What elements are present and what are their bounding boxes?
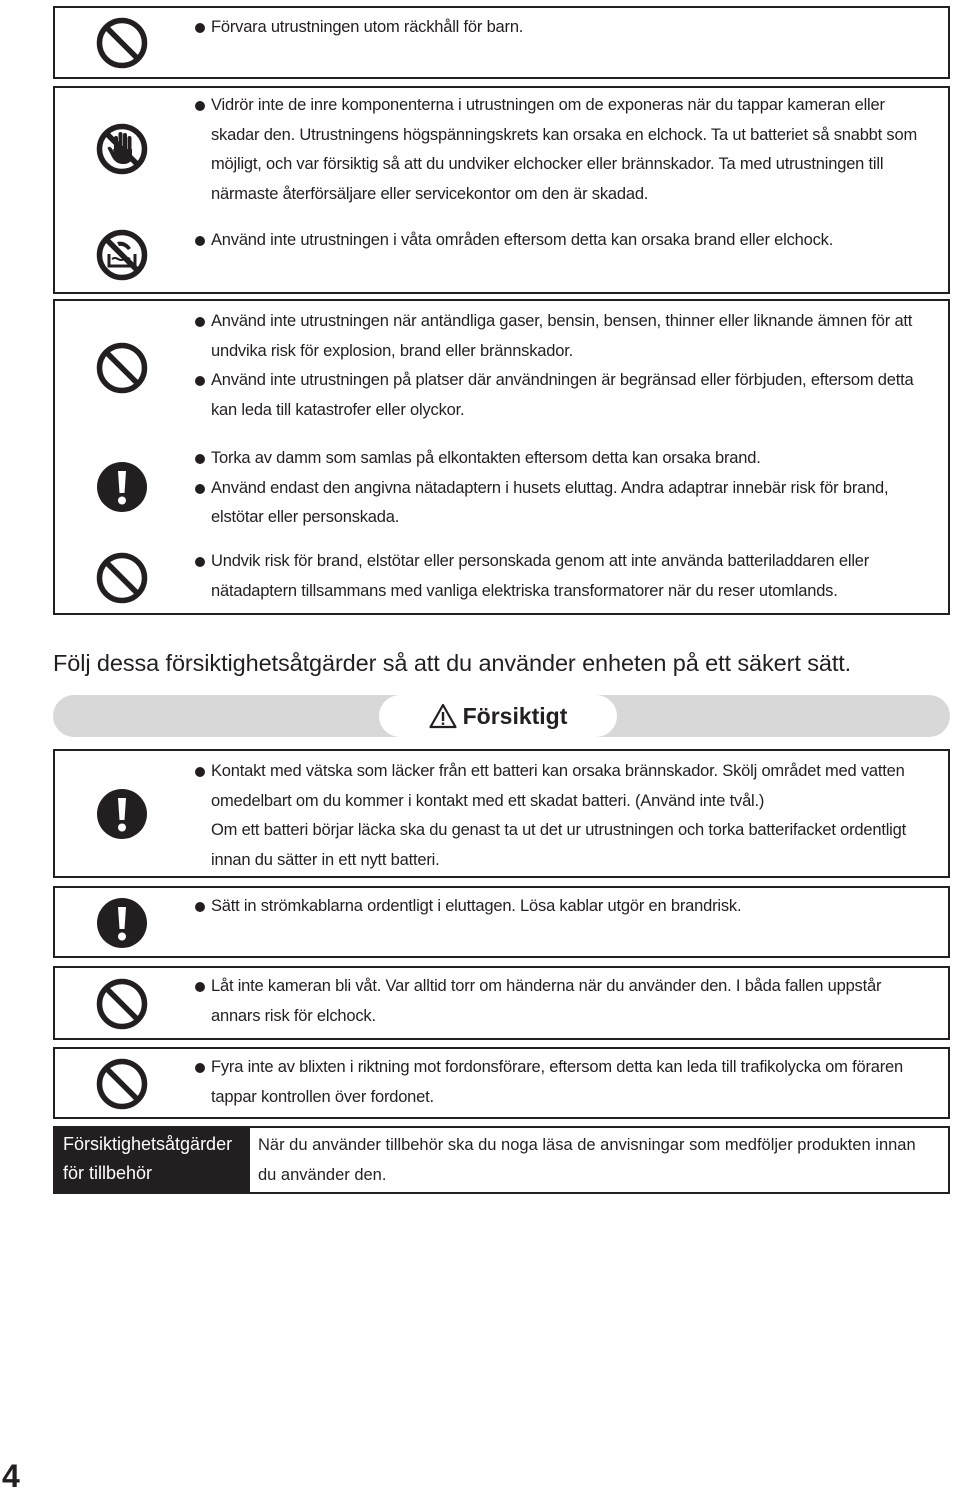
mandatory-icon [95, 460, 149, 514]
list-item: Kontakt med vätska som läcker från ett batteri kan orsaka brännskador. Skölj området med vatten omedelbart om du kommer i kontakt med ett skadat batteri. (Använd inte tvål.) [195, 757, 934, 816]
list-item: Låt inte kameran bli våt. Var alltid torr om händerna när du använder den. I båda fallen uppstår annars risk för elchock. [195, 972, 934, 1031]
caution-triangle-icon [429, 703, 457, 729]
caution-banner [53, 695, 950, 737]
warning-box [53, 6, 950, 79]
caution-box [53, 749, 950, 878]
warning-row [55, 88, 948, 218]
warning-row [55, 301, 948, 436]
mandatory-icon [95, 787, 149, 841]
caution-box [53, 1047, 950, 1119]
list-item: Förvara utrustningen utom räckhåll för barn. [195, 13, 934, 43]
warning-box [53, 86, 950, 294]
list-item: Använd inte utrustningen när antändliga gaser, bensin, bensen, thinner eller liknande ämnen för att undvika risk för explosion, brand eller brännskador. [195, 307, 934, 366]
caution-row [55, 1049, 948, 1119]
prohibited-icon [95, 341, 149, 395]
warning-row [55, 218, 948, 294]
accessories-text: När du använder tillbehör ska du noga läsa de anvisningar som medföljer produkten innan du använder den. [248, 1126, 950, 1194]
section-title: Följ dessa försiktighetsåtgärder så att du använder enheten på ett säkert sätt. [53, 650, 852, 676]
list-item-continuation: Om ett batteri börjar läcka ska du genast ta ut det ur utrustningen och torka batterifacket ordentligt innan du sätter in ett nytt batteri. [211, 821, 906, 869]
list-item: Vidrör inte de inre komponenterna i utrustningen om de exponeras när du tappar kameran eller skadar den. Utrustningens högspänningskrets kan orsaka en elchock. Ta ut batteriet så snabbt som möjligt, och var försiktig så att du undviker elchocker eller brännskador. Ta med utrustningen till närmaste återförsäljare eller servicekontor om den är skadad. [195, 91, 934, 209]
list-item: Undvik risk för brand, elstötar eller personskada genom att inte använda batteriladdaren eller nätadaptern tillsammans med vanliga elektriska transformatorer när du reser utomlands. [195, 547, 934, 606]
caution-row [55, 751, 948, 878]
prohibited-icon [95, 977, 149, 1031]
list-item: Använd inte utrustningen i våta områden eftersom detta kan orsaka brand eller elchock. [195, 226, 934, 256]
do-not-touch-icon [95, 122, 149, 176]
caution-box [53, 966, 950, 1040]
list-item: Sätt in strömkablarna ordentligt i eluttagen. Lösa kablar utgör en brandrisk. [195, 892, 934, 922]
caution-row [55, 888, 948, 958]
warning-row [55, 542, 948, 615]
prohibited-icon [95, 16, 149, 70]
caution-row [55, 968, 948, 1040]
warning-row [55, 436, 948, 542]
prohibited-icon [95, 1057, 149, 1111]
warning-row [55, 8, 948, 81]
page-number: 4 [2, 1458, 20, 1494]
list-item: Torka av damm som samlas på elkontakten eftersom detta kan orsaka brand. [195, 444, 934, 474]
caution-box [53, 886, 950, 958]
caution-label [379, 695, 617, 737]
list-item: Använd inte utrustningen på platser där användningen är begränsad eller förbjuden, eftersom detta kan leda till katastrofer eller olyckor. [195, 366, 934, 425]
warning-box [53, 299, 950, 615]
list-item: Använd endast den angivna nätadaptern i husets eluttag. Andra adaptrar innebär risk för brand, elstötar eller personskada. [195, 474, 934, 533]
accessories-label: Försiktighetsåtgärder för tillbehör [53, 1126, 248, 1194]
accessories-box [53, 1126, 950, 1194]
no-wet-hands-icon [95, 228, 149, 282]
caution-text: Försiktigt [462, 702, 568, 729]
mandatory-icon [95, 896, 149, 950]
prohibited-icon [95, 551, 149, 605]
list-item: Fyra inte av blixten i riktning mot fordonsförare, eftersom detta kan leda till trafikolycka om föraren tappar kontrollen över fordonet. [195, 1053, 934, 1112]
